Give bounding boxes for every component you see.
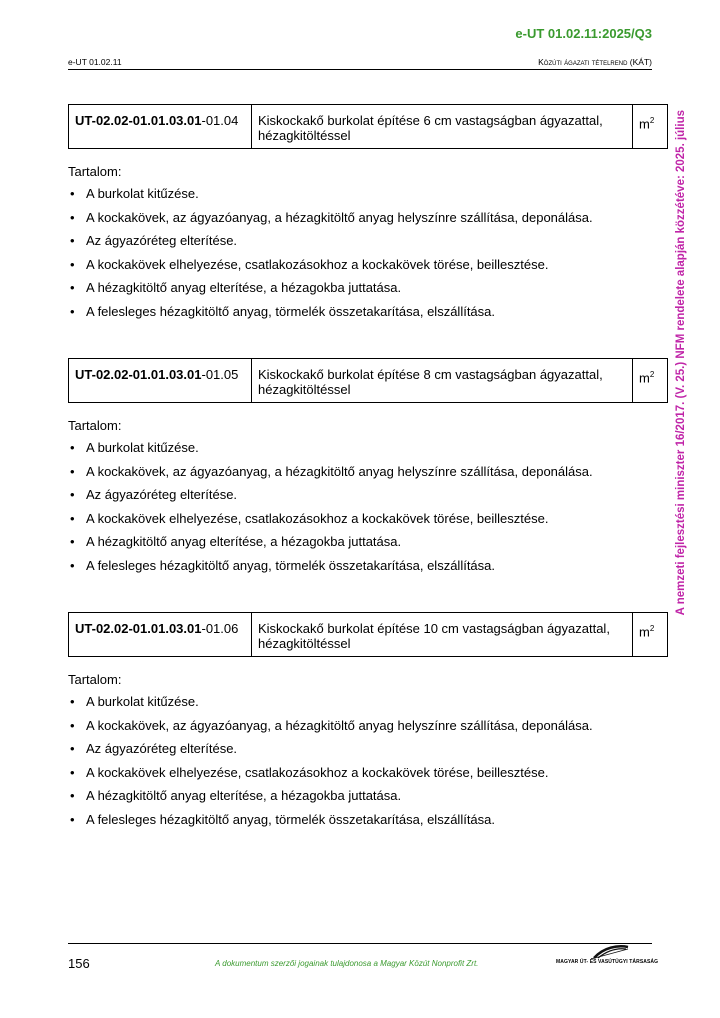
list-item: • Az ágyazóréteg elterítése. xyxy=(68,483,668,507)
item-block-2 xyxy=(68,358,668,577)
item-code-suffix: -01.06 xyxy=(201,621,239,636)
item-description: Kiskockakő burkolat építése 8 cm vastagságban ágyazattal, hézagkitöltéssel xyxy=(252,359,633,403)
item-code-bold: UT-02.02-01.01.03.01 xyxy=(75,113,202,128)
logo-swoosh-icon xyxy=(556,944,656,960)
unit-exponent: 2 xyxy=(649,624,655,633)
list-item: • A felesleges hézagkitöltő anyag, törmelék összetakarítása, elszállítása. xyxy=(68,554,668,578)
item-table xyxy=(68,358,668,403)
logo-text: MAGYAR ÚT- ÉS VASÚTÜGYI TÁRSASÁG xyxy=(556,959,659,965)
list-item: • A hézagkitöltő anyag elterítése, a hézagokba juttatása. xyxy=(68,530,668,554)
list-item: • A kockakövek, az ágyazóanyag, a hézagkitöltő anyag helyszínre szállítása, deponálása. xyxy=(68,460,668,484)
list-item: • A burkolat kitűzése. xyxy=(68,182,668,206)
running-header xyxy=(68,57,652,70)
document-code: e-UT 01.02.11:2025/Q3 xyxy=(515,26,652,41)
list-item: • A kockakövek elhelyezése, csatlakozásokhoz a kockakövek törése, beillesztése. xyxy=(68,253,668,277)
content-list xyxy=(68,182,668,323)
item-code-bold: UT-02.02-01.01.03.01 xyxy=(75,621,202,636)
item-block-3 xyxy=(68,612,668,831)
item-table xyxy=(68,612,668,657)
header-left: e-UT 01.02.11 xyxy=(68,57,122,67)
item-unit xyxy=(633,613,668,657)
content-label: Tartalom: xyxy=(68,672,122,687)
unit-base: m xyxy=(639,624,650,640)
item-description: Kiskockakő burkolat építése 6 cm vastagságban ágyazattal, hézagkitöltéssel xyxy=(252,105,633,149)
page-number: 156 xyxy=(68,956,90,971)
item-table xyxy=(68,104,668,149)
item-code xyxy=(69,359,252,403)
list-item: • A felesleges hézagkitöltő anyag, törmelék összetakarítása, elszállítása. xyxy=(68,300,668,324)
content-list xyxy=(68,690,668,831)
list-item: • A felesleges hézagkitöltő anyag, törmelék összetakarítása, elszállítása. xyxy=(68,808,668,832)
header-right-title: Közúti ágazati tételrend xyxy=(538,57,628,67)
list-item: • A burkolat kitűzése. xyxy=(68,690,668,714)
item-unit xyxy=(633,105,668,149)
item-code-bold: UT-02.02-01.01.03.01 xyxy=(75,367,202,382)
unit-base: m xyxy=(639,116,650,132)
header-right xyxy=(538,57,652,67)
list-item: • A hézagkitöltő anyag elterítése, a hézagokba juttatása. xyxy=(68,784,668,808)
company-logo xyxy=(556,944,659,970)
list-item: • Az ágyazóréteg elterítése. xyxy=(68,737,668,761)
list-item: • A kockakövek, az ágyazóanyag, a hézagkitöltő anyag helyszínre szállítása, deponálása. xyxy=(68,714,668,738)
list-item: • A kockakövek elhelyezése, csatlakozásokhoz a kockakövek törése, beillesztése. xyxy=(68,761,668,785)
item-unit xyxy=(633,359,668,403)
list-item: • A hézagkitöltő anyag elterítése, a hézagokba juttatása. xyxy=(68,276,668,300)
list-item: • A burkolat kitűzése. xyxy=(68,436,668,460)
copyright-note: A dokumentum szerzői jogainak tulajdonosa a Magyar Közút Nonprofit Zrt. xyxy=(215,959,479,968)
item-description: Kiskockakő burkolat építése 10 cm vastagságban ágyazattal, hézagkitöltéssel xyxy=(252,613,633,657)
list-item: • A kockakövek, az ágyazóanyag, a hézagkitöltő anyag helyszínre szállítása, deponálása. xyxy=(68,206,668,230)
content-label: Tartalom: xyxy=(68,418,122,433)
unit-base: m xyxy=(639,370,650,386)
list-item: • A kockakövek elhelyezése, csatlakozásokhoz a kockakövek törése, beillesztése. xyxy=(68,507,668,531)
unit-exponent: 2 xyxy=(649,370,655,379)
content-label: Tartalom: xyxy=(68,164,122,179)
unit-exponent: 2 xyxy=(649,116,655,125)
header-right-suffix: (KÁT) xyxy=(629,57,652,67)
item-block-1 xyxy=(68,104,668,323)
list-item: • Az ágyazóréteg elterítése. xyxy=(68,229,668,253)
item-code xyxy=(69,613,252,657)
side-publication-note xyxy=(672,95,690,630)
item-code-suffix: -01.04 xyxy=(201,113,239,128)
content-list xyxy=(68,436,668,577)
item-code-suffix: -01.05 xyxy=(201,367,239,382)
side-note-text: A nemzeti fejlesztési miniszter 16/2017. (V. 25.) NFM rendelete alapján közzétéve: 2025. július xyxy=(675,109,687,616)
item-code xyxy=(69,105,252,149)
